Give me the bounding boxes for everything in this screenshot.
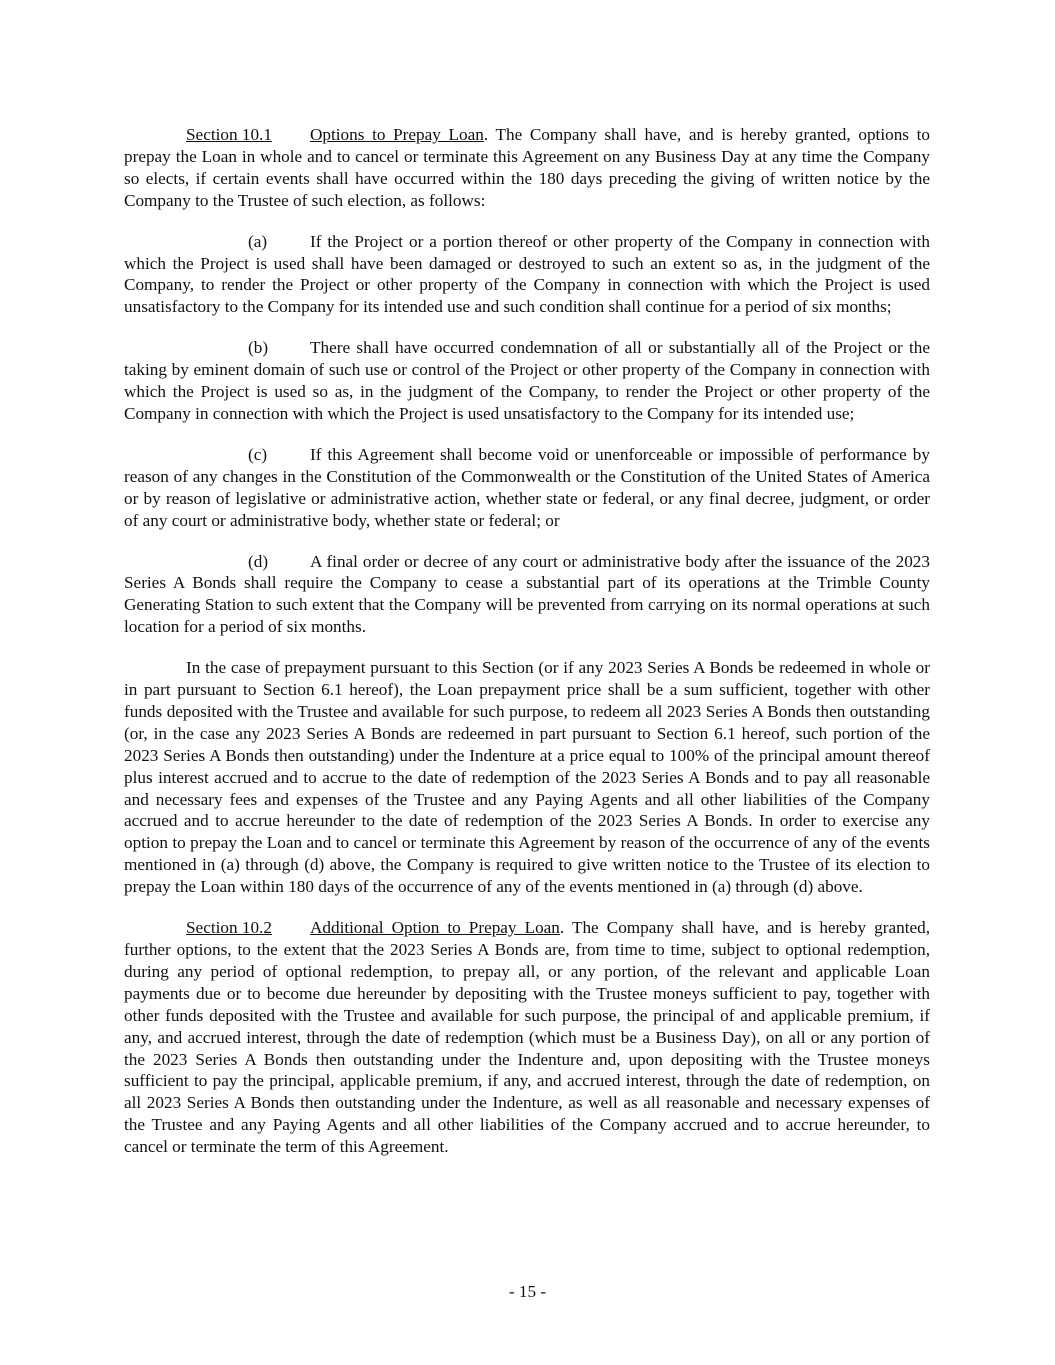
item-c-text: If this Agreement shall become void or unenforceable or impossible of performance by reason of any changes in the Constitution of the Commonwealth or the Constitution of the United States of America or by reason of legislative or administrative action, whether state or federal, or any final decree, judgment, or order of any court or administrative body, whether state or federal; or: [124, 444, 930, 530]
section-10-1-title: Options to Prepay Loan: [310, 125, 484, 144]
item-a-text: If the Project or a portion thereof or other property of the Company in connection with which the Project is used shall have been damaged or destroyed to such an extent so as, in the judgment of the Company, to render the Project or other property of the Company in connection with which the Project is used unsatisfactory to the Company for its intended use and such condition shall continue for a period of six months;: [124, 231, 930, 317]
section-10-2-title: Additional Option to Prepay Loan: [310, 918, 560, 938]
item-b-text: There shall have occurred condemnation of all or substantially all of the Project or the taking by eminent domain of such use or control of the Project or other property of the Company in connection with which the Project is used so as, in the judgment of the Company, to render the Project or other property of the Company in connection with which the Project is used unsatisfactory to the Company for its intended use;: [124, 338, 930, 423]
section-10-2-paragraph: [124, 917, 930, 1158]
section-10-2-number: Section 10.2: [186, 918, 272, 938]
item-d-paragraph: [124, 551, 930, 639]
document-page: [124, 124, 930, 1177]
item-d-label: (d): [248, 551, 269, 571]
item-c-label: (c): [248, 444, 268, 464]
item-d-text: A final order or decree of any court or administrative body after the issuance of the 2023 Series A Bonds shall require the Company to cease a substantial part of its operations at the Trimble County Generating Station to such extent that the Company will be prevented from carrying on its normal operations at such location for a period of six months.: [124, 551, 930, 637]
item-a-label: (a): [248, 231, 268, 251]
section-10-2-text: . The Company shall have, and is hereby granted, further options, to the extent that the 2023 Series A Bonds are, from time to time, subject to optional redemption, during any period of optional redemption, to prepay all, or any portion, of the relevant and applicable Loan payments due or to become due hereunder by depositing with the Trustee moneys sufficient to pay, together with other funds deposited with the Trustee and available for such purpose, the principal of and applicable premium, if any, and accrued interest, through the date of redemption (which must be a Business Day), on all or any portion of the 2023 Series A Bonds then outstanding under the Indenture and, upon depositing with the Trustee moneys sufficient to pay the principal, applicable premium, if any, and accrued interest, through the date of redemption, on all 2023 Series A Bonds then outstanding under the Indenture, as well as all reasonable and necessary expenses of the Trustee and any Paying Agents and all other liabilities of the Company accrued and to accrue hereunder, to cancel or terminate the term of this Agreement.: [124, 918, 930, 1157]
section-10-1-paragraph: [124, 124, 930, 212]
section-10-1-closing-paragraph: In the case of prepayment pursuant to this Section (or if any 2023 Series A Bonds be redeemed in whole or in part pursuant to Section 6.1 hereof), the Loan prepayment price shall be a sum sufficient, together with other funds deposited with the Trustee and available for such purpose, to redeem all 2023 Series A Bonds then outstanding (or, in the case any 2023 Series A Bonds are redeemed in part pursuant to Section 6.1 hereof, such portion of the 2023 Series A Bonds then outstanding) under the Indenture at a price equal to 100% of the principal amount thereof plus interest accrued and to accrue to the date of redemption of the 2023 Series A Bonds and to pay all reasonable and necessary fees and expenses of the Trustee and any Paying Agents and all other liabilities of the Company accrued and to accrue hereunder to the date of redemption of the 2023 Series A Bonds. In order to exercise any option to prepay the Loan and to cancel or terminate this Agreement by reason of the occurrence of any of the events mentioned in (a) through (d) above, the Company is required to give written notice to the Trustee of its election to prepay the Loan within 180 days of the occurrence of any of the events mentioned in (a) through (d) above.: [124, 658, 930, 897]
item-b-label: (b): [248, 338, 269, 358]
page-number: - 15 -: [508, 1282, 547, 1301]
section-10-1-intro: . The Company shall have, and is hereby granted, options to prepay the Loan in whole and to cancel or terminate this Agreement on any Business Day at any time the Company so elects, if certain events shall have occurred within the 180 days preceding the giving of written notice by the Company to the Trustee of such election, as follows:: [124, 125, 930, 210]
item-b-paragraph: [124, 337, 930, 425]
item-c-paragraph: [124, 444, 930, 532]
section-10-1-number: Section 10.1: [186, 125, 272, 144]
item-a-paragraph: [124, 231, 930, 319]
